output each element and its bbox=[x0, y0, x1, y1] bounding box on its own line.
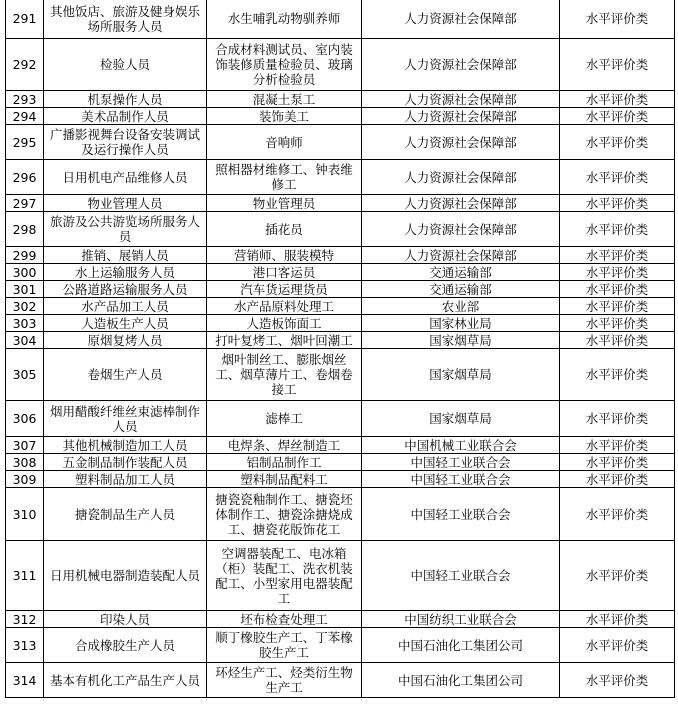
evaluation-type-cell: 水平评价类 bbox=[560, 108, 675, 125]
occupation-name-cell: 滤棒工 bbox=[207, 401, 362, 437]
evaluation-type-cell: 水平评价类 bbox=[560, 663, 675, 698]
occupation-name-cell: 插花员 bbox=[207, 212, 362, 247]
table-row bbox=[6, 91, 675, 108]
occupation-name-cell: 合成材料测试员、室内装饰装修质量检验员、玻璃分析检验员 bbox=[207, 39, 362, 91]
row-number-cell: 298 bbox=[6, 212, 44, 247]
table-row bbox=[6, 281, 675, 298]
occupation-category-cell: 公路道路运输服务人员 bbox=[44, 281, 207, 298]
evaluation-type-cell: 水平评价类 bbox=[560, 315, 675, 332]
occupation-category-cell: 五金制品制作装配人员 bbox=[44, 454, 207, 471]
department-cell: 交通运输部 bbox=[362, 264, 560, 281]
table-row bbox=[6, 264, 675, 281]
department-cell: 中国石油化工集团公司 bbox=[362, 663, 560, 698]
table-row bbox=[6, 195, 675, 212]
evaluation-type-cell: 水平评价类 bbox=[560, 91, 675, 108]
department-cell: 人力资源社会保障部 bbox=[362, 125, 560, 160]
row-number-cell: 293 bbox=[6, 91, 44, 108]
evaluation-type-cell: 水平评价类 bbox=[560, 125, 675, 160]
occupation-name-cell: 顺丁橡胶生产工、丁苯橡胶生产工 bbox=[207, 628, 362, 663]
occupation-name-cell: 水生哺乳动物驯养师 bbox=[207, 0, 362, 39]
department-cell: 交通运输部 bbox=[362, 281, 560, 298]
table-row bbox=[6, 454, 675, 471]
evaluation-type-cell: 水平评价类 bbox=[560, 212, 675, 247]
table-row bbox=[6, 628, 675, 663]
row-number-cell: 309 bbox=[6, 471, 44, 488]
department-cell: 中国轻工业联合会 bbox=[362, 471, 560, 488]
occupation-category-cell: 原烟复烤人员 bbox=[44, 332, 207, 349]
occupation-category-cell: 基本有机化工产品生产人员 bbox=[44, 663, 207, 698]
department-cell: 人力资源社会保障部 bbox=[362, 108, 560, 125]
evaluation-type-cell: 水平评价类 bbox=[560, 401, 675, 437]
department-cell: 中国纺织工业联合会 bbox=[362, 611, 560, 628]
evaluation-type-cell: 水平评价类 bbox=[560, 160, 675, 195]
table-row bbox=[6, 437, 675, 454]
department-cell: 中国机械工业联合会 bbox=[362, 437, 560, 454]
table-row bbox=[6, 541, 675, 611]
occupation-category-cell: 美术品制作人员 bbox=[44, 108, 207, 125]
row-number-cell: 291 bbox=[6, 0, 44, 39]
department-cell: 人力资源社会保障部 bbox=[362, 39, 560, 91]
occupation-category-cell: 人造板生产人员 bbox=[44, 315, 207, 332]
occupation-table bbox=[5, 0, 675, 698]
evaluation-type-cell: 水平评价类 bbox=[560, 264, 675, 281]
department-cell: 农业部 bbox=[362, 298, 560, 315]
occupation-category-cell: 搪瓷制品生产人员 bbox=[44, 488, 207, 541]
department-cell: 国家烟草局 bbox=[362, 349, 560, 401]
table-row bbox=[6, 349, 675, 401]
evaluation-type-cell: 水平评价类 bbox=[560, 628, 675, 663]
department-cell: 人力资源社会保障部 bbox=[362, 247, 560, 264]
occupation-name-cell: 水产品原料处理工 bbox=[207, 298, 362, 315]
occupation-name-cell: 人造板饰面工 bbox=[207, 315, 362, 332]
occupation-name-cell: 港口客运员 bbox=[207, 264, 362, 281]
row-number-cell: 302 bbox=[6, 298, 44, 315]
row-number-cell: 299 bbox=[6, 247, 44, 264]
table-row bbox=[6, 663, 675, 698]
table-row bbox=[6, 332, 675, 349]
occupation-category-cell: 印染人员 bbox=[44, 611, 207, 628]
occupation-category-cell: 其他饭店、旅游及健身娱乐场所服务人员 bbox=[44, 0, 207, 39]
table-row bbox=[6, 315, 675, 332]
occupation-name-cell: 物业管理员 bbox=[207, 195, 362, 212]
occupation-category-cell: 水上运输服务人员 bbox=[44, 264, 207, 281]
evaluation-type-cell: 水平评价类 bbox=[560, 454, 675, 471]
evaluation-type-cell: 水平评价类 bbox=[560, 541, 675, 611]
table-row bbox=[6, 488, 675, 541]
table-row bbox=[6, 298, 675, 315]
evaluation-type-cell: 水平评价类 bbox=[560, 349, 675, 401]
evaluation-type-cell: 水平评价类 bbox=[560, 298, 675, 315]
occupation-name-cell: 营销师、服装模特 bbox=[207, 247, 362, 264]
evaluation-type-cell: 水平评价类 bbox=[560, 437, 675, 454]
row-number-cell: 313 bbox=[6, 628, 44, 663]
table-row bbox=[6, 247, 675, 264]
occupation-category-cell: 日用机电产品维修人员 bbox=[44, 160, 207, 195]
row-number-cell: 294 bbox=[6, 108, 44, 125]
department-cell: 中国石油化工集团公司 bbox=[362, 628, 560, 663]
department-cell: 人力资源社会保障部 bbox=[362, 212, 560, 247]
evaluation-type-cell: 水平评价类 bbox=[560, 611, 675, 628]
occupation-category-cell: 合成橡胶生产人员 bbox=[44, 628, 207, 663]
row-number-cell: 303 bbox=[6, 315, 44, 332]
occupation-name-cell: 塑料制品配料工 bbox=[207, 471, 362, 488]
table-row bbox=[6, 0, 675, 39]
occupation-category-cell: 卷烟生产人员 bbox=[44, 349, 207, 401]
department-cell: 人力资源社会保障部 bbox=[362, 195, 560, 212]
occupation-category-cell: 水产品加工人员 bbox=[44, 298, 207, 315]
row-number-cell: 306 bbox=[6, 401, 44, 437]
occupation-name-cell: 照相器材维修工、钟表维修工 bbox=[207, 160, 362, 195]
occupation-category-cell: 其他机械制造加工人员 bbox=[44, 437, 207, 454]
row-number-cell: 305 bbox=[6, 349, 44, 401]
occupation-category-cell: 旅游及公共游览场所服务人员 bbox=[44, 212, 207, 247]
row-number-cell: 312 bbox=[6, 611, 44, 628]
occupation-category-cell: 广播影视舞台设备安装调试及运行操作人员 bbox=[44, 125, 207, 160]
row-number-cell: 297 bbox=[6, 195, 44, 212]
occupation-name-cell: 搪瓷瓷釉制作工、搪瓷坯体制作工、搪瓷涂搪烧成工、搪瓷花版饰花工 bbox=[207, 488, 362, 541]
occupation-name-cell: 环烃生产工、烃类衍生物生产工 bbox=[207, 663, 362, 698]
row-number-cell: 300 bbox=[6, 264, 44, 281]
occupation-category-cell: 塑料制品加工人员 bbox=[44, 471, 207, 488]
table-row bbox=[6, 611, 675, 628]
evaluation-type-cell: 水平评价类 bbox=[560, 247, 675, 264]
table-row bbox=[6, 160, 675, 195]
occupation-category-cell: 物业管理人员 bbox=[44, 195, 207, 212]
department-cell: 国家林业局 bbox=[362, 315, 560, 332]
evaluation-type-cell: 水平评价类 bbox=[560, 332, 675, 349]
row-number-cell: 314 bbox=[6, 663, 44, 698]
row-number-cell: 307 bbox=[6, 437, 44, 454]
occupation-category-cell: 推销、展销人员 bbox=[44, 247, 207, 264]
evaluation-type-cell: 水平评价类 bbox=[560, 0, 675, 39]
row-number-cell: 295 bbox=[6, 125, 44, 160]
department-cell: 人力资源社会保障部 bbox=[362, 91, 560, 108]
evaluation-type-cell: 水平评价类 bbox=[560, 39, 675, 91]
occupation-name-cell: 电焊条、焊丝制造工 bbox=[207, 437, 362, 454]
table-body bbox=[6, 0, 675, 698]
occupation-category-cell: 机泵操作人员 bbox=[44, 91, 207, 108]
evaluation-type-cell: 水平评价类 bbox=[560, 488, 675, 541]
table-row bbox=[6, 39, 675, 91]
occupation-name-cell: 空调器装配工、电冰箱（柜）装配工、洗衣机装配工、小型家用电器装配工 bbox=[207, 541, 362, 611]
row-number-cell: 296 bbox=[6, 160, 44, 195]
department-cell: 中国轻工业联合会 bbox=[362, 454, 560, 471]
department-cell: 人力资源社会保障部 bbox=[362, 160, 560, 195]
department-cell: 国家烟草局 bbox=[362, 401, 560, 437]
occupation-name-cell: 烟叶制丝工、膨胀烟丝工、烟草薄片工、卷烟卷接工 bbox=[207, 349, 362, 401]
row-number-cell: 304 bbox=[6, 332, 44, 349]
occupation-name-cell: 混凝土泵工 bbox=[207, 91, 362, 108]
occupation-name-cell: 坯布检查处理工 bbox=[207, 611, 362, 628]
occupation-category-cell: 检验人员 bbox=[44, 39, 207, 91]
evaluation-type-cell: 水平评价类 bbox=[560, 281, 675, 298]
table-row bbox=[6, 471, 675, 488]
occupation-category-cell: 日用机械电器制造装配人员 bbox=[44, 541, 207, 611]
occupation-name-cell: 打叶复烤工、烟叶回潮工 bbox=[207, 332, 362, 349]
occupation-name-cell: 音响师 bbox=[207, 125, 362, 160]
row-number-cell: 292 bbox=[6, 39, 44, 91]
department-cell: 国家烟草局 bbox=[362, 332, 560, 349]
row-number-cell: 308 bbox=[6, 454, 44, 471]
row-number-cell: 311 bbox=[6, 541, 44, 611]
table-row bbox=[6, 108, 675, 125]
occupation-name-cell: 装饰美工 bbox=[207, 108, 362, 125]
department-cell: 人力资源社会保障部 bbox=[362, 0, 560, 39]
row-number-cell: 301 bbox=[6, 281, 44, 298]
table-row bbox=[6, 125, 675, 160]
evaluation-type-cell: 水平评价类 bbox=[560, 195, 675, 212]
evaluation-type-cell: 水平评价类 bbox=[560, 471, 675, 488]
table-row bbox=[6, 401, 675, 437]
row-number-cell: 310 bbox=[6, 488, 44, 541]
department-cell: 中国轻工业联合会 bbox=[362, 541, 560, 611]
occupation-name-cell: 汽车货运理货员 bbox=[207, 281, 362, 298]
department-cell: 中国轻工业联合会 bbox=[362, 488, 560, 541]
table-row bbox=[6, 212, 675, 247]
occupation-category-cell: 烟用醋酸纤维丝束滤棒制作人员 bbox=[44, 401, 207, 437]
occupation-name-cell: 铝制品制作工 bbox=[207, 454, 362, 471]
